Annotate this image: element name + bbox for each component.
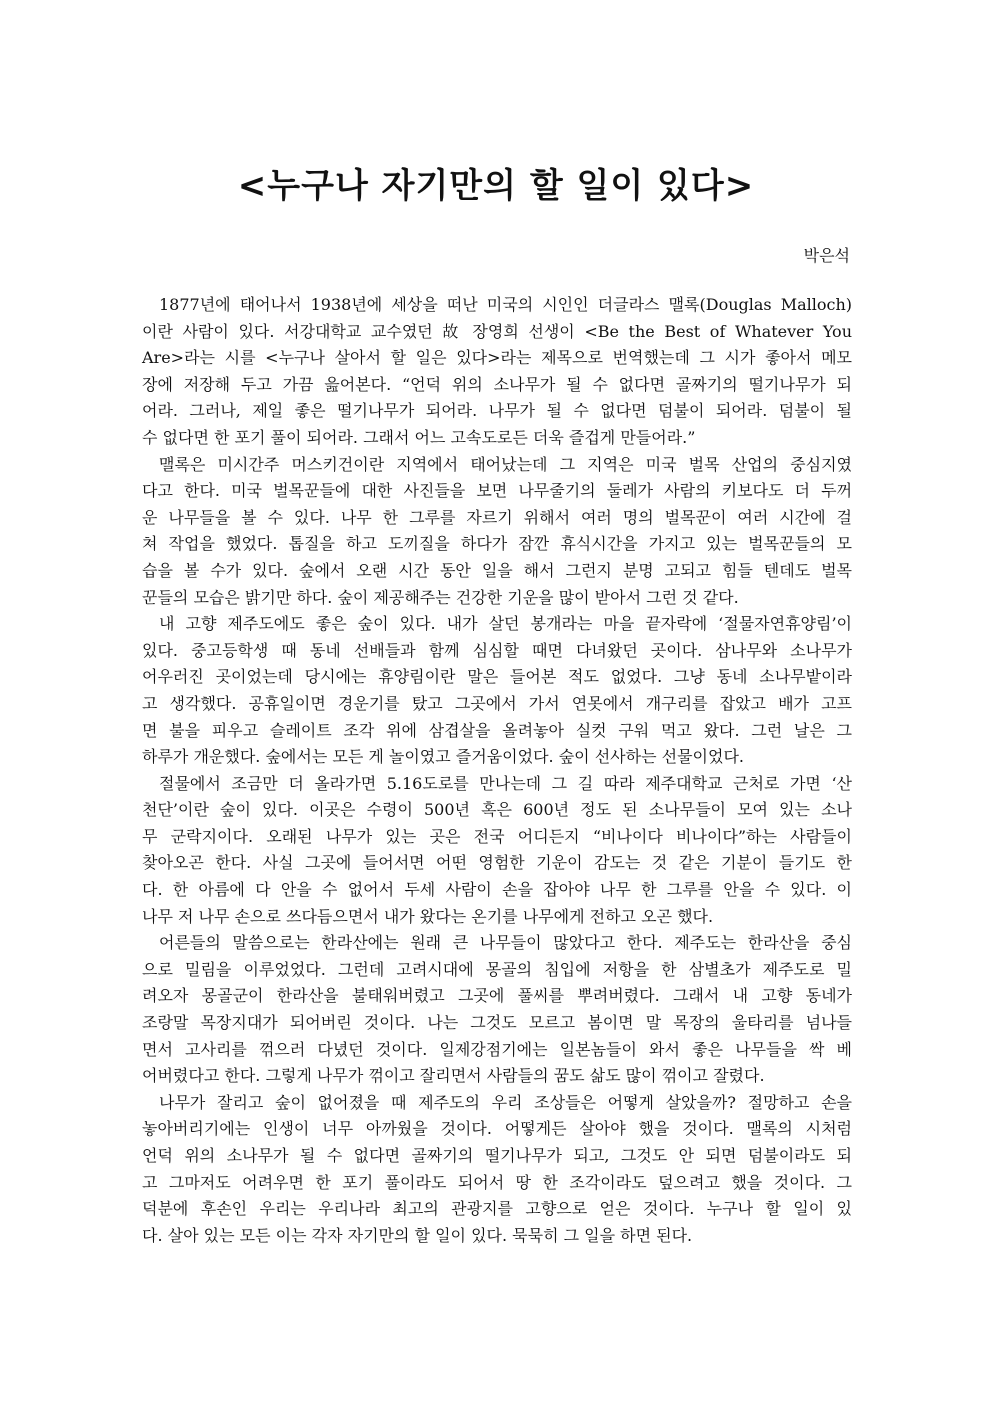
paragraph: [142, 771, 852, 931]
text-line: 하루가 개운했다. 숲에서는 모든 게 놀이였고 즐거움이었다. 숲이 선사하는 선물이었다.: [142, 747, 744, 767]
text-line: 언덕 위의 소나무가 될 수 없다면 골짜기의 떨기나무가 되고, 그것도 안 되면 덤불이라도 되: [142, 1146, 852, 1165]
text-line: 습을 볼 수가 있다. 숲에서 오랜 시간 동안 일을 해서 그런지 분명 고되고 힘들 텐데도 벌목: [142, 560, 852, 580]
text-line: 맬록은 미시간주 머스키건이란 지역에서 태어났는데 그 지역은 미국 벌목 산업의 중심지였: [159, 454, 852, 474]
text-line: 조랑말 목장지대가 되어버린 것이다. 나는 그것도 모르고 봄이면 말 목장의 울타리를 넘나들: [142, 1013, 852, 1033]
text-line: 다고 한다. 미국 벌목꾼들에 대한 사진들을 보면 나무줄기의 둘레가 사람의 키보다도 더 두꺼: [142, 481, 852, 501]
text-line: Are>라는 시를 <누구나 살아서 할 일은 있다>라는 제목으로 번역했는데 그 시가 좋아서 메모: [142, 348, 852, 368]
text-line: 면서 고사리를 꺾으러 다녔던 것이다. 일제강점기에는 일본놈들이 와서 좋은 나무들을 싹 베: [142, 1039, 852, 1059]
text-line: 꾼들의 모습은 밝기만 하다. 숲이 제공해주는 건강한 기운을 많이 받아서 그런 것 같다.: [142, 587, 739, 607]
text-line: 어른들의 말씀으로는 한라산에는 원래 큰 나무들이 많았다고 한다. 제주도는 한라산을 중심: [159, 933, 852, 953]
text-line: 어라. 그러나, 제일 좋은 떨기나무가 되어라. 나무가 될 수 없다면 덤불이 되어라. 덤불이 될: [142, 401, 852, 421]
text-line: 무 군락지이다. 오래된 나무가 있는 곳은 전국 어디든지 “비나이다 비나이다”하는 사람들이: [142, 826, 852, 846]
text-line: 어버렸다고 한다. 그렇게 나무가 꺾이고 잘리면서 사람들의 꿈도 삶도 많이 꺾이고 잘렸다.: [142, 1066, 765, 1086]
paragraph: [142, 452, 852, 612]
paragraph: [142, 292, 852, 452]
text-line: 운 나무들을 볼 수 있다. 나무 한 그루를 자르기 위해서 여러 명의 벌목꾼이 여러 시간에 걸: [142, 507, 852, 527]
text-line: 쳐 작업을 했었다. 톱질을 하고 도끼질을 하다가 잠깐 휴식시간을 가지고 있는 벌목꾼들의 모: [142, 534, 852, 554]
text-line: 다. 한 아름에 다 안을 수 없어서 두세 사람이 손을 잡아야 나무 한 그루를 안을 수 있다. 이: [142, 880, 852, 900]
text-line: 놓아버리기에는 인생이 너무 아까웠을 것이다. 어떻게든 살아야 했을 것이다. 맬록의 시처럼: [142, 1119, 852, 1139]
text-line: 수 없다면 한 포기 풀이 되어라. 그래서 어느 고속도로든 더욱 즐겁게 만들어라.”: [142, 427, 696, 447]
text-line: 찾아오곤 한다. 사실 그곳에 들어서면 어떤 영험한 기운이 감도는 것 같은 기분이 들기도 한: [142, 853, 852, 873]
document-body: [142, 292, 852, 1249]
text-line: 절물에서 조금만 더 올라가면 5.16도로를 만나는데 그 길 따라 제주대학교 근처로 가면 ‘산: [159, 773, 852, 793]
text-line: 덕분에 후손인 우리는 우리나라 최고의 관광지를 고향으로 얻은 것이다. 누구나 할 일이 있: [142, 1199, 852, 1219]
text-line: 있다. 중고등학생 때 동네 선배들과 함께 심심할 때면 다녀왔던 곳이다. 삼나무와 소나무가: [142, 640, 852, 660]
text-line: 려오자 몽골군이 한라산을 불태워버렸고 그곳에 풀씨를 뿌려버렸다. 그래서 내 고향 동네가: [142, 986, 852, 1006]
text-line: 다. 살아 있는 모든 이는 각자 자기만의 할 일이 있다. 묵묵히 그 일을 하면 된다.: [142, 1225, 693, 1245]
text-line: 내 고향 제주도에도 좋은 숲이 있다. 내가 살던 봉개라는 마을 끝자락에 ‘절물자연휴양림’이: [159, 614, 852, 634]
text-line: 고 생각했다. 공휴일이면 경운기를 탔고 그곳에서 가서 연못에서 개구리를 잡았고 배가 고프: [142, 693, 852, 713]
paragraph: [142, 611, 852, 771]
text-line: 으로 밀림을 이루었었다. 그런데 고려시대에 몽골의 침입에 저항을 한 삼별초가 제주도로 밀: [142, 959, 852, 979]
paragraph: [142, 930, 852, 1090]
text-line: 나무가 잘리고 숲이 없어졌을 때 제주도의 우리 조상들은 어떻게 살았을까? 절망하고 손을: [159, 1092, 852, 1112]
text-line: 이란 사람이 있다. 서강대학교 교수였던 故 장영희 선생이 <Be the Best of Whatever You: [142, 321, 852, 341]
text-line: 천단’이란 숲이 있다. 이곳은 수령이 500년 혹은 600년 정도 된 소나무들이 모여 있는 소나: [142, 800, 852, 820]
text-line: 나무 저 나무 손으로 쓰다듬으면서 내가 왔다는 온기를 나무에게 전하고 오곤 했다.: [142, 906, 714, 926]
author-name: 박은석: [803, 246, 850, 265]
text-line: 장에 저장해 두고 가끔 읊어본다. “언덕 위의 소나무가 될 수 없다면 골짜기의 떨기나무가 되: [142, 374, 852, 394]
text-line: 1877년에 태어나서 1938년에 세상을 떠난 미국의 시인인 더글라스 맬록(Douglas Malloch): [159, 295, 852, 314]
text-line: 고 그마저도 어려우면 한 포기 풀이라도 되어서 땅 한 조각이라도 덮으려고 했을 것이다. 그: [142, 1172, 852, 1192]
text-line: 면 불을 피우고 슬레이트 조각 위에 삼겹살을 올려놓아 실컷 구워 먹고 왔다. 그런 날은 그: [142, 720, 852, 740]
document-title: <누구나 자기만의 할 일이 있다>: [237, 166, 755, 206]
paragraph: [142, 1090, 852, 1250]
text-line: 어우러진 곳이었는데 당시에는 휴양림이란 말은 들어본 적도 없었다. 그냥 동네 소나무밭이라: [142, 667, 852, 687]
